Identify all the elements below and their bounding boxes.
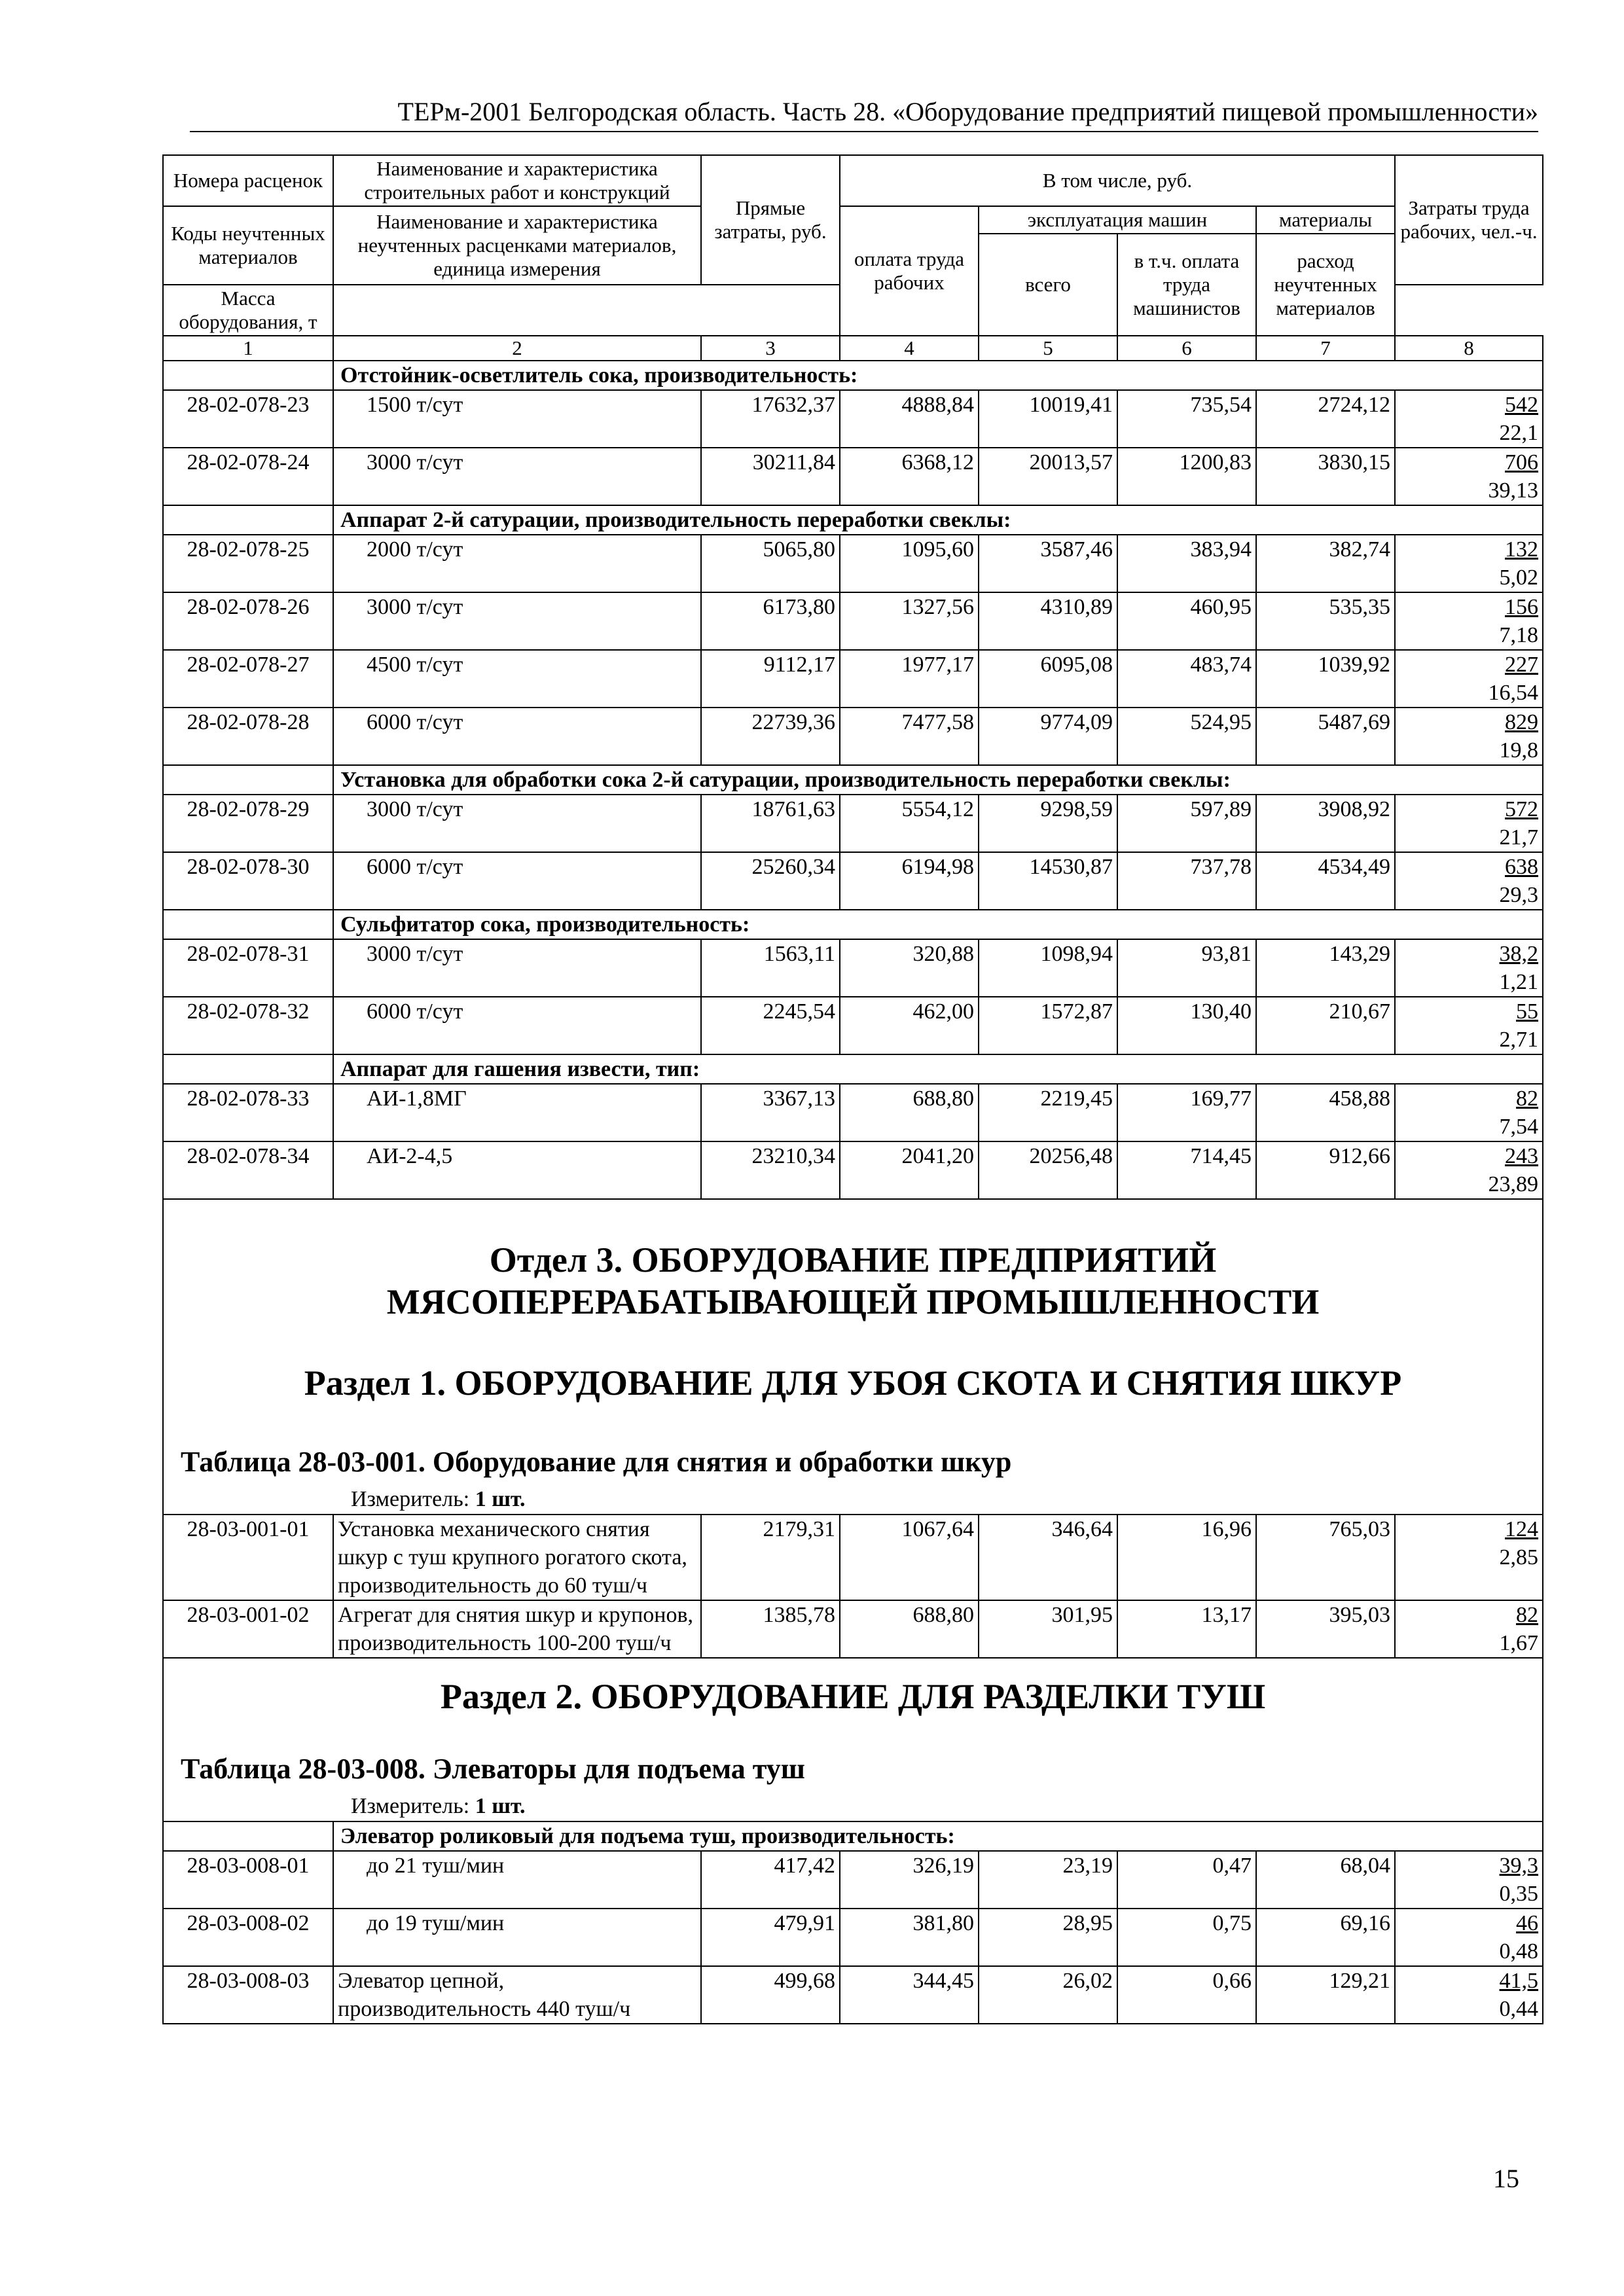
equipment-mass: 7,18 (1499, 623, 1539, 647)
value-c3: 479,91 (701, 1909, 840, 1966)
materials-header: материалы (1256, 206, 1395, 234)
unit-label: Измеритель: (351, 1487, 470, 1511)
value-c5: 3587,46 (979, 535, 1117, 592)
rate-code: 28-03-008-01 (163, 1851, 333, 1909)
labor-mass-cell (1395, 1084, 1543, 1141)
labor-cost: 39,3 (1499, 1854, 1539, 1878)
group-spacer (163, 765, 333, 795)
value-c4: 326,19 (840, 1851, 979, 1909)
labor-mass-cell (1395, 1851, 1543, 1909)
group-row (163, 1054, 1543, 1084)
value-c3: 499,68 (701, 1966, 840, 2024)
labor-cost: 638 (1505, 855, 1539, 879)
value-c4: 462,00 (840, 997, 979, 1054)
equipment-mass: 19,8 (1499, 738, 1539, 762)
rate-code: 28-02-078-34 (163, 1141, 333, 1199)
group-row (163, 1821, 1543, 1851)
section-row (163, 1199, 1543, 1515)
value-c6: 714,45 (1117, 1141, 1256, 1199)
value-c6: 524,95 (1117, 708, 1256, 765)
labor-cost: 41,5 (1499, 1969, 1539, 1993)
table-row (163, 852, 1543, 910)
col5-header: всего (979, 234, 1117, 336)
rate-name: 1500 т/сут (333, 390, 701, 448)
value-c4: 344,45 (840, 1966, 979, 2024)
rate-code: 28-03-008-02 (163, 1909, 333, 1966)
page-header: ТЕРм-2001 Белгородская область. Часть 28. «Оборудование предприятий пищевой промышленности» (397, 97, 1538, 126)
value-c4: 688,80 (840, 1600, 979, 1658)
col8-header-a: Затраты труда рабочих, чел.-ч. (1395, 155, 1543, 285)
value-c3: 3367,13 (701, 1084, 840, 1141)
rate-name: Агрегат для снятия шкур и крупонов, производительность 100-200 туш/ч (333, 1600, 701, 1658)
value-c3: 25260,34 (701, 852, 840, 910)
value-c7: 143,29 (1256, 939, 1395, 997)
rate-name: 6000 т/сут (333, 708, 701, 765)
value-c6: 737,78 (1117, 852, 1256, 910)
rate-code: 28-03-001-01 (163, 1515, 333, 1600)
labor-mass-cell (1395, 592, 1543, 650)
equipment-mass: 1,67 (1499, 1631, 1539, 1655)
value-c6: 0,75 (1117, 1909, 1256, 1966)
group-spacer (163, 361, 333, 390)
labor-mass-cell (1395, 1600, 1543, 1658)
labor-cost: 132 (1505, 537, 1539, 562)
labor-mass-cell (1395, 390, 1543, 448)
value-c5: 9774,09 (979, 708, 1117, 765)
labor-mass-cell (1395, 939, 1543, 997)
value-c7: 765,03 (1256, 1515, 1395, 1600)
group-row (163, 910, 1543, 939)
labor-cost: 46 (1516, 1911, 1539, 1935)
table-row (163, 535, 1543, 592)
value-c6: 130,40 (1117, 997, 1256, 1054)
value-c4: 5554,12 (840, 795, 979, 852)
table-row (163, 997, 1543, 1054)
labor-cost: 542 (1505, 393, 1539, 417)
rate-code: 28-02-078-28 (163, 708, 333, 765)
value-c6: 0,66 (1117, 1966, 1256, 2024)
value-c6: 1200,83 (1117, 448, 1256, 505)
value-c6: 0,47 (1117, 1851, 1256, 1909)
rate-name: до 21 туш/мин (333, 1851, 701, 1909)
rate-name: 3000 т/сут (333, 592, 701, 650)
value-c3: 2245,54 (701, 997, 840, 1054)
value-c5: 26,02 (979, 1966, 1117, 2024)
labor-mass-cell (1395, 708, 1543, 765)
value-c7: 1039,92 (1256, 650, 1395, 708)
labor-cost: 82 (1516, 1086, 1539, 1111)
value-c7: 2724,12 (1256, 390, 1395, 448)
equipment-mass: 7,54 (1499, 1115, 1539, 1139)
group-spacer (163, 910, 333, 939)
value-c4: 381,80 (840, 1909, 979, 1966)
col1-header-b: Коды неучтенных материалов (163, 206, 333, 285)
rate-code: 28-02-078-31 (163, 939, 333, 997)
col2-header-b: Наименование и характеристика неучтенных расценками материалов, единица измерения (333, 206, 701, 285)
table-row (163, 1851, 1543, 1909)
group-row (163, 361, 1543, 390)
table-row (163, 1966, 1543, 2024)
rate-code: 28-02-078-30 (163, 852, 333, 910)
labor-cost: 227 (1505, 653, 1539, 677)
col-number: 6 (1117, 336, 1256, 361)
value-c4: 320,88 (840, 939, 979, 997)
table-row (163, 1909, 1543, 1966)
labor-cost: 38,2 (1499, 942, 1539, 966)
value-c3: 17632,37 (701, 390, 840, 448)
unit-label: Измеритель: (351, 1794, 470, 1818)
table-row (163, 795, 1543, 852)
rate-code: 28-02-078-25 (163, 535, 333, 592)
rate-code: 28-02-078-29 (163, 795, 333, 852)
value-c3: 18761,63 (701, 795, 840, 852)
section1-title: Раздел 1. ОБОРУДОВАНИЕ ДЛЯ УБОЯ СКОТА И СНЯТИЯ ШКУР (304, 1363, 1402, 1403)
incl-header: В том числе, руб. (840, 155, 1395, 206)
equipment-mass: 1,21 (1499, 970, 1539, 994)
group-title: Установка для обработки сока 2-й сатурации, производительность переработки свеклы: (333, 765, 1543, 795)
labor-cost: 829 (1505, 710, 1539, 734)
value-c5: 20013,57 (979, 448, 1117, 505)
department-title-line2: МЯСОПЕРЕРАБАТЫВАЮЩЕЙ ПРОМЫШЛЕННОСТИ (386, 1282, 1320, 1321)
col6-header: в т.ч. оплата труда машинистов (1117, 234, 1256, 336)
rate-name: Элеватор цепной, производительность 440 туш/ч (333, 1966, 701, 2024)
value-c4: 4888,84 (840, 390, 979, 448)
group-title: Сульфитатор сока, производительность: (333, 910, 1543, 939)
page-number: 15 (1493, 2164, 1519, 2193)
rate-name: АИ-2-4,5 (333, 1141, 701, 1199)
rate-name: 6000 т/сут (333, 852, 701, 910)
value-c6: 169,77 (1117, 1084, 1256, 1141)
value-c7: 3908,92 (1256, 795, 1395, 852)
value-c4: 688,80 (840, 1084, 979, 1141)
table-row (163, 939, 1543, 997)
rate-code: 28-02-078-27 (163, 650, 333, 708)
value-c7: 458,88 (1256, 1084, 1395, 1141)
value-c5: 14530,87 (979, 852, 1117, 910)
rate-name: 4500 т/сут (333, 650, 701, 708)
table-row (163, 708, 1543, 765)
group-title: Элеватор роликовый для подъема туш, производительность: (333, 1821, 1543, 1851)
group-title: Аппарат 2-й сатурации, производительность переработки свеклы: (333, 505, 1543, 535)
value-c7: 535,35 (1256, 592, 1395, 650)
value-c5: 301,95 (979, 1600, 1117, 1658)
section-cell (163, 1199, 1543, 1515)
value-c3: 6173,80 (701, 592, 840, 650)
department-title (168, 1239, 1538, 1323)
value-c3: 5065,80 (701, 535, 840, 592)
col-number: 7 (1256, 336, 1395, 361)
rate-name: АИ-1,8МГ (333, 1084, 701, 1141)
labor-cost: 156 (1505, 595, 1539, 619)
group-spacer (163, 1821, 333, 1851)
equipment-mass: 2,85 (1499, 1545, 1539, 1570)
machines-header: эксплуатация машин (979, 206, 1256, 234)
labor-mass-cell (1395, 650, 1543, 708)
labor-cost: 243 (1505, 1144, 1539, 1168)
col8-header-b: Масса оборудования, т (163, 285, 333, 336)
value-c3: 9112,17 (701, 650, 840, 708)
group-row (163, 505, 1543, 535)
table-row (163, 650, 1543, 708)
rate-code: 28-03-001-02 (163, 1600, 333, 1658)
col-number: 3 (701, 336, 840, 361)
col2-header-a: Наименование и характеристика строительных работ и конструкций (333, 155, 701, 206)
labor-mass-cell (1395, 1515, 1543, 1600)
table2-unit (168, 1792, 1538, 1821)
rate-name: 3000 т/сут (333, 795, 701, 852)
value-c4: 6194,98 (840, 852, 979, 910)
labor-cost: 572 (1505, 797, 1539, 821)
value-c4: 1327,56 (840, 592, 979, 650)
col7-header: расход неучтенных материалов (1256, 234, 1395, 336)
col3-header: Прямые затраты, руб. (701, 155, 840, 285)
labor-cost: 706 (1505, 450, 1539, 475)
value-c7: 69,16 (1256, 1909, 1395, 1966)
section-cell (163, 1658, 1543, 1821)
rate-name: до 19 туш/мин (333, 1909, 701, 1966)
value-c4: 2041,20 (840, 1141, 979, 1199)
equipment-mass: 0,48 (1499, 1939, 1539, 1964)
equipment-mass: 16,54 (1488, 681, 1539, 705)
value-c5: 1572,87 (979, 997, 1117, 1054)
labor-mass-cell (1395, 997, 1543, 1054)
rate-code: 28-02-078-23 (163, 390, 333, 448)
col-number: 1 (163, 336, 333, 361)
value-c5: 346,64 (979, 1515, 1117, 1600)
table-row (163, 1141, 1543, 1199)
rate-name: 2000 т/сут (333, 535, 701, 592)
value-c5: 20256,48 (979, 1141, 1117, 1199)
col-number: 2 (333, 336, 701, 361)
rate-code: 28-02-078-33 (163, 1084, 333, 1141)
value-c6: 597,89 (1117, 795, 1256, 852)
labor-cost: 124 (1505, 1517, 1539, 1541)
value-c7: 395,03 (1256, 1600, 1395, 1658)
document-body (162, 154, 1542, 2024)
value-c7: 68,04 (1256, 1851, 1395, 1909)
value-c7: 382,74 (1256, 535, 1395, 592)
equipment-mass: 2,71 (1499, 1028, 1539, 1052)
value-c5: 23,19 (979, 1851, 1117, 1909)
equipment-mass: 29,3 (1499, 883, 1539, 907)
rates-table (162, 154, 1543, 2024)
value-c4: 1095,60 (840, 535, 979, 592)
value-c7: 4534,49 (1256, 852, 1395, 910)
labor-cost: 55 (1516, 999, 1539, 1024)
table-row (163, 592, 1543, 650)
labor-mass-cell (1395, 535, 1543, 592)
col-number: 5 (979, 336, 1117, 361)
labor-mass-cell (1395, 852, 1543, 910)
value-c3: 30211,84 (701, 448, 840, 505)
department-title-line1: Отдел 3. ОБОРУДОВАНИЕ ПРЕДПРИЯТИЙ (489, 1240, 1217, 1280)
rate-code: 28-02-078-26 (163, 592, 333, 650)
value-c3: 1385,78 (701, 1600, 840, 1658)
value-c3: 2179,31 (701, 1515, 840, 1600)
labor-cost: 82 (1516, 1603, 1539, 1627)
rate-name: 3000 т/сут (333, 939, 701, 997)
equipment-mass: 5,02 (1499, 565, 1539, 590)
value-c7: 129,21 (1256, 1966, 1395, 2024)
table-row (163, 390, 1543, 448)
col1-header-a: Номера расценок (163, 155, 333, 206)
equipment-mass: 0,44 (1499, 1997, 1539, 2021)
table1-title: Таблица 28-03-001. Оборудование для снятия и обработки шкур (181, 1446, 1012, 1478)
col-number: 8 (1395, 336, 1543, 361)
header-rule (190, 131, 1538, 132)
rate-name: 3000 т/сут (333, 448, 701, 505)
rate-code: 28-02-078-32 (163, 997, 333, 1054)
unit-value: 1 шт. (475, 1487, 526, 1511)
col4-header: оплата труда рабочих (840, 206, 979, 336)
equipment-mass: 0,35 (1499, 1882, 1539, 1906)
labor-mass-cell (1395, 1966, 1543, 2024)
value-c5: 10019,41 (979, 390, 1117, 448)
value-c5: 28,95 (979, 1909, 1117, 1966)
labor-mass-cell (1395, 1141, 1543, 1199)
value-c5: 6095,08 (979, 650, 1117, 708)
equipment-mass: 21,7 (1499, 825, 1539, 850)
section-row (163, 1658, 1543, 1821)
value-c5: 1098,94 (979, 939, 1117, 997)
value-c4: 1067,64 (840, 1515, 979, 1600)
group-title: Отстойник-осветлитель сока, производительность: (333, 361, 1543, 390)
rate-code: 28-02-078-24 (163, 448, 333, 505)
value-c3: 22739,36 (701, 708, 840, 765)
value-c7: 912,66 (1256, 1141, 1395, 1199)
table-row (163, 1515, 1543, 1600)
section2-title: Раздел 2. ОБОРУДОВАНИЕ ДЛЯ РАЗДЕЛКИ ТУШ (440, 1677, 1266, 1716)
value-c7: 210,67 (1256, 997, 1395, 1054)
value-c5: 9298,59 (979, 795, 1117, 852)
value-c6: 13,17 (1117, 1600, 1256, 1658)
value-c6: 383,94 (1117, 535, 1256, 592)
group-row (163, 765, 1543, 795)
table-row (163, 1600, 1543, 1658)
group-title: Аппарат для гашения извести, тип: (333, 1054, 1543, 1084)
rate-name: 6000 т/сут (333, 997, 701, 1054)
labor-mass-cell (1395, 1909, 1543, 1966)
value-c3: 417,42 (701, 1851, 840, 1909)
group-spacer (163, 1054, 333, 1084)
value-c6: 93,81 (1117, 939, 1256, 997)
table2-title: Таблица 28-03-008. Элеваторы для подъема туш (181, 1753, 805, 1785)
value-c5: 2219,45 (979, 1084, 1117, 1141)
col-number: 4 (840, 336, 979, 361)
rate-name: Установка механического снятия шкур с туш крупного рогатого скота, производительность до 60 туш/ч (333, 1515, 701, 1600)
value-c6: 483,74 (1117, 650, 1256, 708)
equipment-mass: 22,1 (1499, 421, 1539, 445)
value-c3: 23210,34 (701, 1141, 840, 1199)
value-c6: 735,54 (1117, 390, 1256, 448)
value-c7: 3830,15 (1256, 448, 1395, 505)
unit-value: 1 шт. (475, 1794, 526, 1818)
value-c4: 1977,17 (840, 650, 979, 708)
labor-mass-cell (1395, 448, 1543, 505)
value-c3: 1563,11 (701, 939, 840, 997)
equipment-mass: 23,89 (1488, 1172, 1539, 1196)
group-spacer (163, 505, 333, 535)
value-c4: 7477,58 (840, 708, 979, 765)
table-row (163, 1084, 1543, 1141)
equipment-mass: 39,13 (1488, 478, 1539, 503)
value-c6: 16,96 (1117, 1515, 1256, 1600)
table-row (163, 448, 1543, 505)
value-c7: 5487,69 (1256, 708, 1395, 765)
labor-mass-cell (1395, 795, 1543, 852)
value-c6: 460,95 (1117, 592, 1256, 650)
table1-unit (168, 1485, 1538, 1514)
value-c5: 4310,89 (979, 592, 1117, 650)
rate-code: 28-03-008-03 (163, 1966, 333, 2024)
value-c4: 6368,12 (840, 448, 979, 505)
